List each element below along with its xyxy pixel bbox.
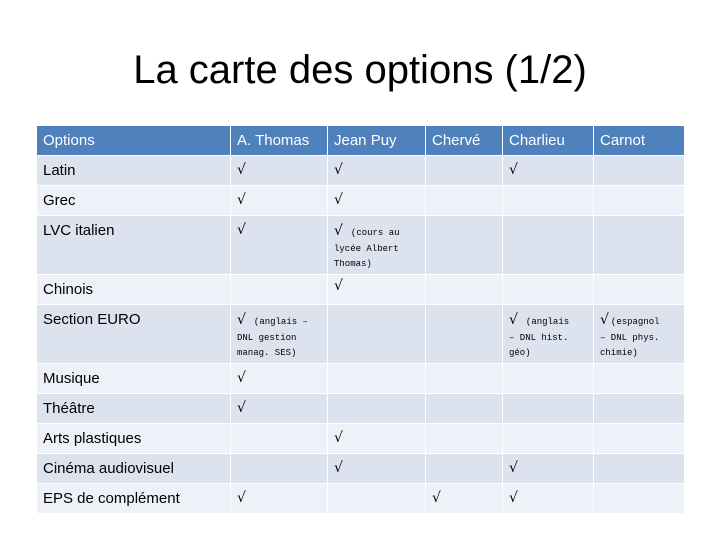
check-cell: [594, 394, 685, 424]
column-header-jean-puy: Jean Puy: [328, 126, 426, 156]
check-cell: [231, 454, 328, 484]
table-row: [37, 424, 685, 454]
check-cell: [594, 186, 685, 216]
check-cell-with-note: [503, 305, 594, 364]
check-cell: [594, 216, 685, 275]
column-header-carnot: Carnot: [594, 126, 685, 156]
check-cell: √: [328, 186, 426, 216]
cell-note: – DNL phys. chimie): [600, 333, 660, 358]
row-label: Musique: [37, 364, 231, 394]
table-header-row: [37, 126, 685, 156]
check-cell: [328, 364, 426, 394]
check-cell: [503, 216, 594, 275]
check-cell: √: [231, 394, 328, 424]
check-cell-with-note: [594, 305, 685, 364]
check-cell: √: [328, 275, 426, 305]
table-row: [37, 454, 685, 484]
check-cell: √: [328, 424, 426, 454]
cell-note: DNL gestion manag. SES): [237, 333, 297, 358]
check-cell: [426, 454, 503, 484]
cell-note: (anglais: [525, 317, 570, 327]
column-header-a-thomas: A. Thomas: [231, 126, 328, 156]
check-cell: [426, 186, 503, 216]
slide-title: La carte des options (1/2): [133, 48, 587, 92]
check-cell: [594, 275, 685, 305]
check-cell: [426, 424, 503, 454]
check-cell: [594, 484, 685, 514]
column-header-options: Options: [37, 126, 231, 156]
row-label: Théâtre: [37, 394, 231, 424]
check-mark: √: [334, 223, 343, 239]
table-row: [37, 156, 685, 186]
cell-note: – DNL hist. géo): [509, 333, 569, 358]
check-cell: √: [426, 484, 503, 514]
row-label: Cinéma audiovisuel: [37, 454, 231, 484]
check-cell: √: [231, 364, 328, 394]
table-row: [37, 484, 685, 514]
row-label: Chinois: [37, 275, 231, 305]
table-row: [37, 216, 685, 275]
check-cell: [231, 275, 328, 305]
check-cell-with-note: [231, 305, 328, 364]
check-cell: [594, 364, 685, 394]
row-label: EPS de complément: [37, 484, 231, 514]
check-cell: √: [231, 216, 328, 275]
check-cell: [503, 424, 594, 454]
check-cell: √: [328, 156, 426, 186]
cell-note: (cours au: [350, 228, 400, 238]
check-cell: √: [503, 484, 594, 514]
cell-note: (espagnol: [610, 317, 660, 327]
row-label: Section EURO: [37, 305, 231, 364]
row-label: Arts plastiques: [37, 424, 231, 454]
row-label: LVC italien: [37, 216, 231, 275]
table-row: [37, 275, 685, 305]
cell-note: (anglais –: [253, 317, 308, 327]
column-header-cherve: Chervé: [426, 126, 503, 156]
check-cell: [328, 484, 426, 514]
check-cell: √: [231, 156, 328, 186]
table-row: [37, 394, 685, 424]
check-mark: √: [600, 312, 609, 328]
check-cell: √: [503, 156, 594, 186]
check-cell: [328, 305, 426, 364]
check-cell: [503, 186, 594, 216]
check-cell: [426, 394, 503, 424]
check-cell: [594, 454, 685, 484]
check-cell: [231, 424, 328, 454]
cell-note: lycée Albert Thomas): [334, 244, 399, 269]
check-cell: [503, 364, 594, 394]
check-cell: [503, 275, 594, 305]
check-cell: [594, 156, 685, 186]
check-cell: √: [503, 454, 594, 484]
check-cell: [503, 394, 594, 424]
check-cell: [426, 275, 503, 305]
check-cell: √: [328, 454, 426, 484]
check-cell: [426, 364, 503, 394]
table-row: [37, 364, 685, 394]
options-table: [36, 125, 685, 514]
check-cell: [328, 394, 426, 424]
check-cell: [594, 424, 685, 454]
row-label: Grec: [37, 186, 231, 216]
check-cell: √: [231, 186, 328, 216]
check-cell: [426, 305, 503, 364]
check-cell: [426, 156, 503, 186]
table-row: [37, 305, 685, 364]
row-label: Latin: [37, 156, 231, 186]
check-cell: [426, 216, 503, 275]
check-cell-with-note: [328, 216, 426, 275]
check-cell: √: [231, 484, 328, 514]
column-header-charlieu: Charlieu: [503, 126, 594, 156]
check-mark: √: [509, 312, 518, 328]
check-mark: √: [237, 312, 246, 328]
table-row: [37, 186, 685, 216]
